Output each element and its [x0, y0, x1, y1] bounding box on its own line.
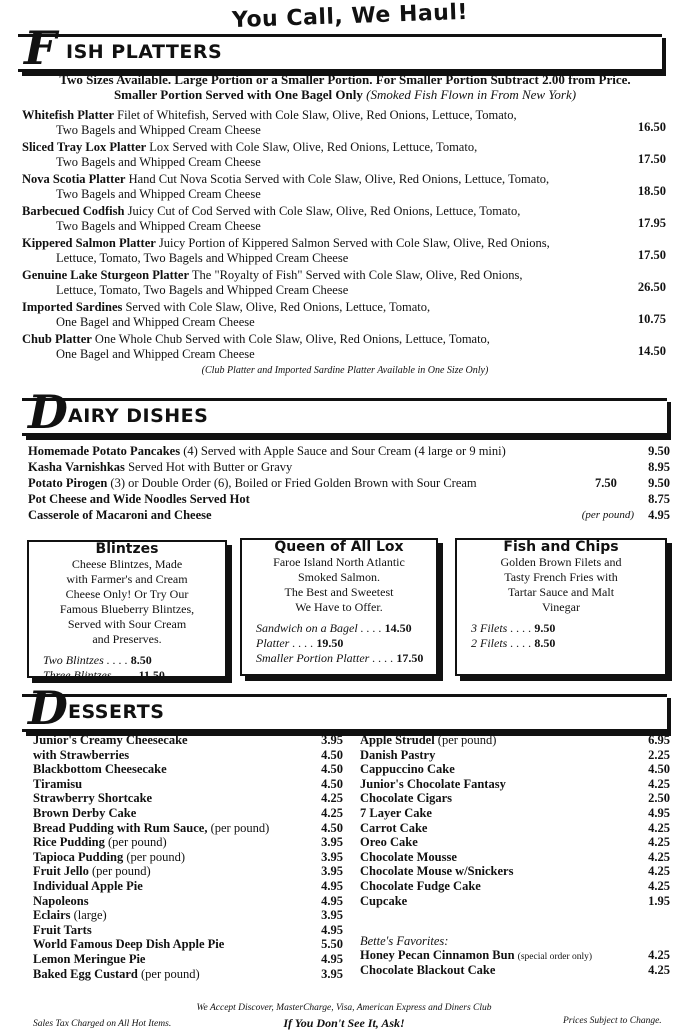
- dairy-title: AIRY DISHES: [68, 405, 209, 427]
- dairy-item: [28, 443, 506, 459]
- dessert-price: 3.95: [321, 966, 343, 981]
- dessert-item: [360, 762, 670, 777]
- dessert-item: [33, 762, 343, 777]
- chips-price: 9.50: [534, 621, 556, 635]
- dessert-name: Blackbottom Cheesecake: [33, 762, 167, 777]
- lox-price: 19.50: [316, 636, 344, 650]
- dairy-title-cap: D: [28, 385, 68, 439]
- desserts-banner: [22, 681, 667, 735]
- fish-item-price: 18.50: [637, 184, 666, 198]
- dessert-price: 4.95: [321, 951, 343, 966]
- dessert-name: Cappuccino Cake: [360, 762, 455, 777]
- blintzes-price-label: Three Blintzes: [43, 668, 112, 682]
- blintzes-body: [29, 557, 225, 683]
- fish-item-desc-line2: Two Bagels and Whipped Cream Cheese: [56, 123, 261, 137]
- blintzes-body-line: Cheese Only! Or Try Our: [65, 587, 189, 601]
- fish-item: [22, 332, 632, 362]
- blintzes-box: [27, 540, 227, 682]
- dessert-name: Napoleons: [33, 893, 89, 908]
- dessert-price: 1.95: [648, 893, 670, 908]
- lox-price-row: Sandwich on a Bagel . . . . 14.50: [256, 621, 412, 635]
- lox-body-line: We Have to Offer.: [295, 600, 383, 614]
- fish-item: [22, 268, 632, 298]
- dessert-name: Apple Strudel: [360, 733, 435, 747]
- fish-title: ISH PLATTERS: [66, 41, 223, 63]
- chips-body-line: Tasty French Fries with: [504, 570, 618, 584]
- dairy-item: [28, 507, 212, 523]
- fish-title-cap: F: [24, 21, 57, 75]
- dessert-price: 4.25: [648, 820, 670, 835]
- dessert-name: Rice Pudding: [33, 835, 105, 850]
- fish-item-desc: One Whole Chub Served with Cole Slaw, Olive, Red Onions, Lettuce, Tomato,: [94, 332, 490, 346]
- dessert-price: 4.25: [648, 864, 670, 879]
- chips-price-label: 2 Filets: [471, 636, 508, 650]
- dessert-name: Honey Pecan Cinnamon Bun: [360, 948, 515, 962]
- fish-footnote: (Club Platter and Imported Sardine Platter Available in One Size Only): [201, 365, 489, 376]
- dessert-note: (large): [73, 908, 107, 923]
- dessert-item: [33, 952, 343, 967]
- dessert-price: 3.95: [321, 908, 343, 923]
- blintzes-body-line: Served with Sour Cream: [67, 617, 187, 631]
- dessert-name: Eclairs: [33, 908, 71, 923]
- fish-item-name: Chub Platter: [22, 332, 92, 346]
- dessert-item: [33, 923, 343, 938]
- dessert-item: [33, 806, 343, 821]
- fish-item-name: Imported Sardines: [22, 300, 123, 314]
- chips-body-line: Golden Brown Filets and: [500, 555, 622, 569]
- dessert-name: Chocolate Mouse w/Snickers: [360, 864, 514, 879]
- bettes-favorites-title: Bette's Favorites:: [360, 934, 449, 948]
- dairy-item-name: Kasha Varnishkas: [28, 460, 125, 474]
- lox-body-line: Smoked Salmon.: [297, 570, 380, 584]
- lox-price-label: Smaller Portion Platter: [256, 651, 370, 665]
- lox-title: Queen of All Lox: [268, 540, 409, 555]
- dairy-item-name: Homemade Potato Pancakes: [28, 444, 181, 458]
- lox-price: 17.50: [396, 651, 424, 665]
- dessert-name: Chocolate Cigars: [360, 791, 452, 806]
- dairy-item: [28, 459, 292, 475]
- dessert-price: 5.50: [321, 937, 343, 952]
- fish-item-price: 14.50: [637, 344, 666, 358]
- dessert-name: with Strawberries: [33, 747, 130, 762]
- dessert-item: [33, 967, 343, 982]
- lox-body-line: The Best and Sweetest: [284, 585, 394, 599]
- dessert-item: [360, 864, 670, 879]
- dessert-price: 2.50: [648, 791, 670, 806]
- lox-price-label: Sandwich on a Bagel: [256, 621, 358, 635]
- dessert-note: (per pound): [141, 966, 200, 981]
- lox-price-row: Smaller Portion Platter . . . . 17.50: [256, 651, 424, 665]
- fish-item-price: 10.75: [637, 312, 666, 326]
- fish-item-desc: Lox Served with Cole Slaw, Olive, Red Onions, Lettuce, Tomato,: [149, 140, 478, 154]
- dessert-price: 4.25: [321, 791, 343, 806]
- fish-item-desc-line2: Lettuce, Tomato, Two Bagels and Whipped Cream Cheese: [56, 283, 349, 297]
- fish-item-price: 26.50: [637, 280, 666, 294]
- dessert-price: 3.95: [321, 849, 343, 864]
- fish-item-desc: The "Royalty of Fish" Served with Cole Slaw, Olive, Red Onions,: [191, 268, 523, 282]
- desserts-title: ESSERTS: [68, 701, 165, 723]
- bettes-favorites: [360, 948, 670, 977]
- dessert-item: [360, 748, 670, 763]
- fish-item-name: Barbecued Codfish: [22, 204, 125, 218]
- dairy-item-desc: Served Hot with Butter or Gravy: [128, 460, 293, 474]
- dessert-price: 4.25: [648, 878, 670, 893]
- dessert-price: 4.95: [321, 878, 343, 893]
- dessert-name: Lemon Meringue Pie: [33, 951, 146, 966]
- dessert-price: 4.25: [648, 948, 670, 962]
- fish-item-desc: Filet of Whitefish, Served with Cole Slaw, Olive, Red Onions, Lettuce, Tomato,: [117, 108, 517, 122]
- dessert-item: [360, 894, 670, 909]
- dessert-item: [360, 948, 670, 963]
- fish-item: [22, 236, 632, 266]
- lox-body: [242, 555, 436, 666]
- dairy-item-mid: 7.50: [595, 476, 617, 490]
- dairy-item-desc: (3) or Double Order (6), Boiled or Fried Golden Brown with Sour Cream: [110, 476, 477, 490]
- dessert-item: [360, 850, 670, 865]
- footer-ask: If You Don't See It, Ask!: [283, 1016, 405, 1030]
- fish-item-name: Whitefish Platter: [22, 108, 114, 122]
- fish-item-name: Nova Scotia Platter: [22, 172, 126, 186]
- fish-item-desc-line2: One Bagel and Whipped Cream Cheese: [56, 315, 255, 329]
- dessert-name: Individual Apple Pie: [33, 878, 143, 893]
- fish-item: [22, 140, 632, 170]
- dessert-name: Danish Pastry: [360, 747, 436, 762]
- lox-box: [240, 538, 438, 676]
- dessert-item: [360, 963, 670, 978]
- blintzes-price-row: Three Blintzes . . . . 11.50: [43, 668, 165, 682]
- dessert-item: [33, 748, 343, 763]
- dessert-name: Baked Egg Custard: [33, 966, 138, 981]
- fish-item-desc: Hand Cut Nova Scotia Served with Cole Slaw, Olive, Red Onions, Lettuce, Tomato,: [128, 172, 550, 186]
- dairy-item: [28, 491, 250, 507]
- blintzes-price-label: Two Blintzes: [43, 653, 104, 667]
- fish-platters-banner: [18, 21, 662, 75]
- dessert-price: 4.25: [648, 835, 670, 850]
- fish-item-desc-line2: Two Bagels and Whipped Cream Cheese: [56, 219, 261, 233]
- desserts-left-column: [33, 733, 343, 981]
- dessert-name: Carrot Cake: [360, 820, 428, 835]
- fish-item-desc-line2: Two Bagels and Whipped Cream Cheese: [56, 155, 261, 169]
- fish-intro: [20, 72, 670, 102]
- footer-prices: Prices Subject to Change.: [563, 1016, 662, 1026]
- blintzes-body-line: with Farmer's and Cream: [66, 572, 188, 586]
- dessert-item: [360, 879, 670, 894]
- dessert-item: [33, 894, 343, 909]
- dessert-price: 4.25: [648, 849, 670, 864]
- dessert-price: 4.95: [321, 893, 343, 908]
- chips-price: 8.50: [534, 636, 556, 650]
- dessert-name: Junior's Chocolate Fantasy: [360, 776, 506, 791]
- dairy-item-price: 4.95: [648, 508, 670, 522]
- dairy-item-mid: (per pound): [581, 509, 634, 521]
- dessert-name: Oreo Cake: [360, 835, 418, 850]
- fish-item-desc-line2: Two Bagels and Whipped Cream Cheese: [56, 187, 261, 201]
- dessert-name: Tiramisu: [33, 776, 83, 791]
- fish-item: [22, 172, 632, 202]
- dairy-item-name: Potato Pirogen: [28, 476, 108, 490]
- dessert-price: 4.50: [321, 747, 343, 762]
- chips-price-row: 3 Filets . . . . 9.50: [471, 621, 556, 635]
- lox-body-line: Faroe Island North Atlantic: [273, 555, 405, 569]
- dessert-item: [360, 777, 670, 792]
- dessert-item: [33, 937, 343, 952]
- lox-price-label: Platter: [256, 636, 290, 650]
- dessert-name: World Famous Deep Dish Apple Pie: [33, 937, 225, 952]
- dessert-note: (per pound): [126, 849, 186, 864]
- fish-item-name: Kippered Salmon Platter: [22, 236, 156, 250]
- dessert-note: (per pound): [210, 820, 270, 835]
- dessert-price: 4.50: [321, 762, 343, 777]
- dairy-banner: [22, 385, 667, 439]
- chips-body-line: Vinegar: [542, 600, 580, 614]
- blintzes-price-row: Two Blintzes . . . . 8.50: [43, 653, 152, 667]
- dessert-price: 6.95: [648, 733, 670, 747]
- lox-price-row: Platter . . . . 19.50: [256, 636, 344, 650]
- dessert-price: 4.95: [648, 805, 670, 820]
- dessert-item: [33, 835, 343, 850]
- dessert-price: 3.95: [321, 733, 343, 747]
- fish-item-desc: Juicy Portion of Kippered Salmon Served with Cole Slaw, Olive, Red Onions,: [158, 236, 550, 250]
- dessert-note: (per pound): [92, 864, 151, 879]
- desserts-right-column: [360, 733, 670, 908]
- fish-item-price: 16.50: [637, 120, 666, 134]
- footer-cards: We Accept Discover, MasterCharge, Visa, American Express and Diners Club: [196, 1003, 492, 1013]
- dessert-price: 4.50: [648, 762, 670, 777]
- dairy-item-name: Pot Cheese and Wide Noodles Served Hot: [28, 492, 250, 506]
- fish-chips-title: Fish and Chips: [497, 540, 624, 555]
- dessert-name: Chocolate Blackout Cake: [360, 962, 496, 977]
- fish-item-name: Genuine Lake Sturgeon Platter: [22, 268, 190, 282]
- fish-item-desc: Juicy Cut of Cod Served with Cole Slaw, Olive, Red Onions, Lettuce, Tomato,: [127, 204, 521, 218]
- dessert-price: 2.25: [648, 747, 670, 762]
- dessert-item: [33, 791, 343, 806]
- dessert-price: 3.95: [321, 835, 343, 850]
- dairy-item-desc: (4) Served with Apple Sauce and Sour Cream (4 large or 9 mini): [183, 444, 506, 458]
- dessert-item: [33, 733, 343, 748]
- desserts-title-cap: D: [28, 681, 68, 735]
- dessert-name: Bread Pudding with Rum Sauce,: [33, 820, 208, 835]
- dessert-item: [360, 821, 670, 836]
- fish-intro-line1: Two Sizes Available. Large Portion or a Smaller Portion. For Smaller Portion Subtract 2.00 from Price.: [59, 72, 631, 87]
- fish-item-desc-line2: One Bagel and Whipped Cream Cheese: [56, 347, 255, 361]
- fish-item: [22, 108, 632, 138]
- dessert-name: Junior's Creamy Cheesecake: [33, 733, 188, 747]
- dessert-name: Brown Derby Cake: [33, 805, 137, 820]
- dessert-price: 4.50: [321, 820, 343, 835]
- fish-item-price: 17.50: [637, 152, 666, 166]
- dessert-name: Strawberry Shortcake: [33, 791, 153, 806]
- dessert-item: [33, 850, 343, 865]
- footer-tax: Sales Tax Charged on All Hot Items.: [33, 1019, 172, 1029]
- dessert-name: Chocolate Fudge Cake: [360, 878, 481, 893]
- dessert-item: [33, 908, 343, 923]
- dairy-item-price: 8.95: [648, 460, 670, 474]
- blintzes-body-line: Famous Blueberry Blintzes,: [59, 602, 195, 616]
- fish-intro-line2: Smaller Portion Served with One Bagel Only: [113, 87, 363, 102]
- fish-intro-note: (Smoked Fish Flown in From New York): [366, 87, 577, 102]
- dessert-price: 4.25: [648, 776, 670, 791]
- dairy-item: [28, 475, 477, 491]
- dessert-item: [33, 879, 343, 894]
- dessert-note: (per pound): [108, 835, 167, 850]
- dessert-name: Fruit Tarts: [33, 922, 92, 937]
- fish-item-name: Sliced Tray Lox Platter: [22, 140, 147, 154]
- dessert-item: [360, 835, 670, 850]
- chips-body-line: Tartar Sauce and Malt: [507, 585, 615, 599]
- dessert-item: [33, 777, 343, 792]
- fish-item: [22, 204, 632, 234]
- blintzes-price: 11.50: [138, 668, 165, 682]
- chips-price-row: 2 Filets . . . . 8.50: [471, 636, 556, 650]
- fish-item-price: 17.95: [637, 216, 666, 230]
- dessert-price: 4.95: [321, 922, 343, 937]
- fish-item: [22, 300, 632, 330]
- dessert-item: [360, 733, 670, 748]
- dairy-item-price: 9.50: [648, 444, 670, 458]
- dessert-price: 3.95: [321, 864, 343, 879]
- dessert-note: (special order only): [517, 952, 593, 962]
- chips-price-label: 3 Filets: [471, 621, 508, 635]
- blintzes-body-line: and Preserves.: [92, 632, 162, 646]
- fish-item-price: 17.50: [637, 248, 666, 262]
- blintzes-title: Blintzes: [90, 542, 165, 557]
- dessert-price: 4.25: [648, 962, 670, 977]
- dairy-item-name: Casserole of Macaroni and Cheese: [28, 508, 212, 522]
- dessert-item: [360, 791, 670, 806]
- dessert-item: [33, 864, 343, 879]
- fish-chips-box: [455, 538, 667, 676]
- dessert-price: 4.25: [321, 805, 343, 820]
- dessert-name: Cupcake: [360, 893, 408, 908]
- lox-price: 14.50: [384, 621, 412, 635]
- dessert-name: Fruit Jello: [33, 864, 89, 879]
- dessert-item: [360, 806, 670, 821]
- dessert-name: Tapioca Pudding: [33, 849, 124, 864]
- slogan: You Call, We Haul!: [231, 0, 469, 34]
- dairy-item-price: 8.75: [648, 492, 670, 506]
- blintzes-price: 8.50: [130, 653, 152, 667]
- blintzes-body-line: Cheese Blintzes, Made: [71, 557, 183, 571]
- dessert-item: [33, 821, 343, 836]
- fish-item-desc-line2: Lettuce, Tomato, Two Bagels and Whipped Cream Cheese: [56, 251, 349, 265]
- fish-item-desc: Served with Cole Slaw, Olive, Red Onions, Lettuce, Tomato,: [125, 300, 431, 314]
- fish-chips-body: [457, 555, 665, 651]
- dessert-price: 4.50: [321, 776, 343, 791]
- dessert-name: 7 Layer Cake: [360, 805, 432, 820]
- dessert-note: (per pound): [437, 733, 497, 747]
- dairy-item-price: 9.50: [648, 476, 670, 490]
- dessert-name: Chocolate Mousse: [360, 849, 457, 864]
